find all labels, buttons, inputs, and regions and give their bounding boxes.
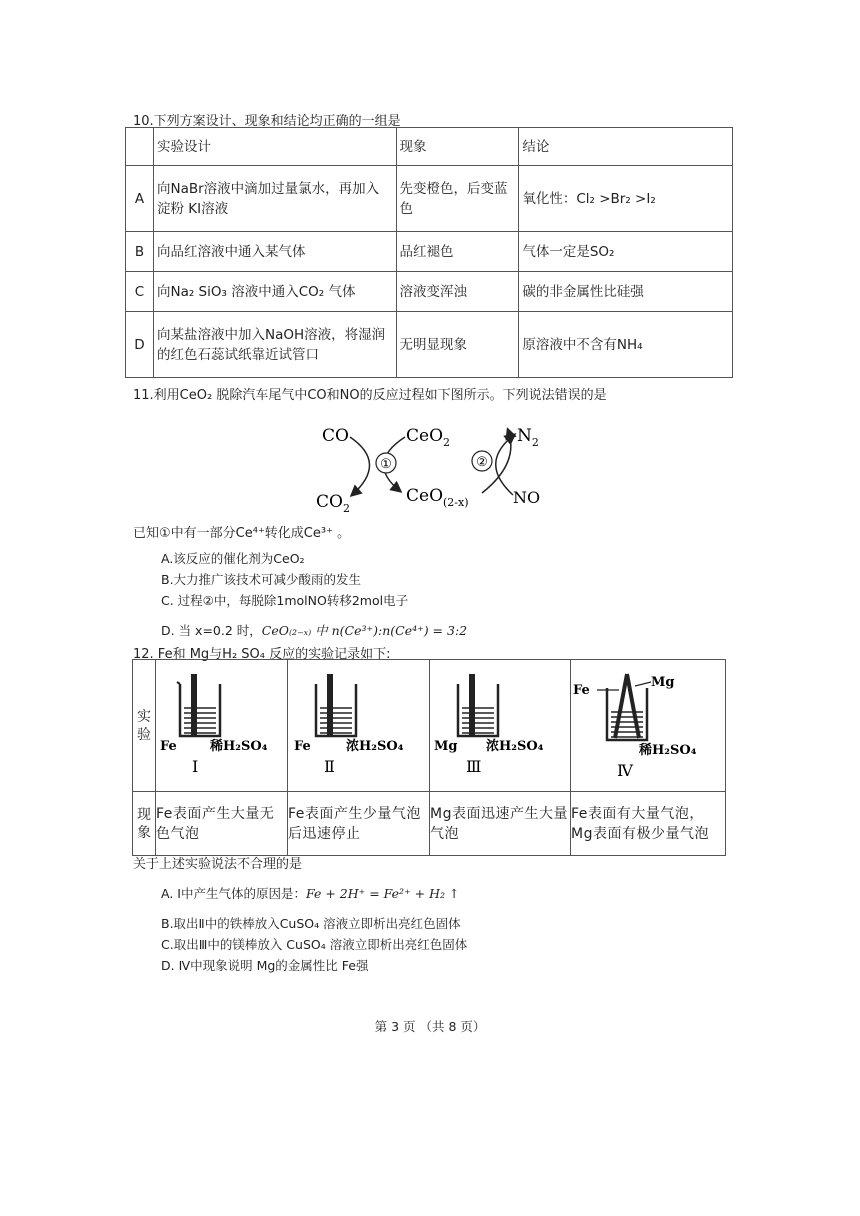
row-label: D	[126, 312, 154, 378]
q11-option-c: C. 过程②中，每脱除1molNO转移2mol电子	[161, 593, 409, 608]
no-label: NO	[513, 488, 541, 507]
q12-table	[132, 659, 726, 856]
q10-header-row	[126, 128, 733, 166]
q10-header-conclusion: 结论	[519, 128, 733, 166]
q10-table	[125, 127, 733, 378]
q10-header-blank	[126, 128, 154, 166]
svg-text:Ⅰ: Ⅰ	[192, 757, 199, 776]
design-cell: 向品红溶液中通入某气体	[153, 232, 396, 272]
q11-cycle-diagram	[310, 415, 550, 515]
q12-option-a-formula: Fe + 2H⁺ = Fe²⁺ + H₂ ↑	[305, 886, 460, 901]
beaker-diagram-4	[571, 660, 725, 785]
q12-option-d: D. Ⅳ中现象说明 Mg的金属性比 Fe强	[161, 958, 369, 973]
svg-text:CO2: $CO_2$	[316, 492, 350, 515]
experiment-cell-3	[430, 660, 571, 792]
q12-label-observation: 现象	[133, 792, 156, 856]
design-cell: 向Na₂ SiO₃ 溶液中通入CO₂ 气体	[153, 272, 396, 312]
q10-header-design: 实验设计	[153, 128, 396, 166]
row-label: B	[126, 232, 154, 272]
q12-label-experiment: 实验	[133, 660, 156, 792]
conclusion-cell: 气体一定是SO₂	[519, 232, 733, 272]
svg-text:Ⅱ: Ⅱ	[324, 757, 335, 776]
n2-label	[517, 426, 539, 449]
arc-co-to-co2	[350, 437, 370, 495]
svg-text:Fe: Fe	[160, 739, 177, 754]
co-label: CO	[322, 426, 349, 446]
observation-cell: Fe表面产生少量气泡后迅速停止	[288, 792, 430, 856]
step2-label: ②	[476, 455, 488, 470]
svg-text:Ⅳ: Ⅳ	[617, 761, 633, 780]
q10-stem: 10.下列方案设计、现象和结论均正确的一组是	[133, 114, 401, 129]
experiment-cell-4	[571, 660, 726, 792]
metal-rod	[327, 674, 333, 736]
svg-text:Mg: Mg	[651, 675, 675, 690]
phenomenon-cell: 先变橙色，后变蓝色	[396, 166, 519, 232]
experiment-cell-2	[288, 660, 430, 792]
row-label: C	[126, 272, 154, 312]
q11-option-d-formula: CeO₍₂₋ₓ₎ 中 n(Ce³⁺):n(Ce⁴⁺) = 3:2	[261, 623, 468, 638]
svg-text:CeO(2-x): CeO$_{(2-x)}$	[406, 486, 469, 509]
observation-cell: Fe表面产生大量无色气泡	[156, 792, 288, 856]
svg-text:Ⅲ: Ⅲ	[466, 757, 482, 776]
q10-header-phenomenon: 现象	[396, 128, 519, 166]
q12-option-b: B.取出Ⅱ中的铁棒放入CuSO₄ 溶液立即析出亮红色固体	[161, 916, 461, 931]
q12-observation-row	[133, 792, 726, 856]
svg-text:Mg: Mg	[434, 739, 458, 754]
ceo2-label	[406, 426, 450, 449]
q11-note: 已知①中有一部分Ce⁴⁺转化成Ce³⁺ 。	[133, 526, 351, 541]
phenomenon-cell: 品红褪色	[396, 232, 519, 272]
svg-text:浓H₂SO₄: 浓H₂SO₄	[486, 739, 544, 754]
svg-text:Fe: Fe	[573, 683, 590, 698]
step1-label: ①	[380, 457, 392, 472]
q11-option-d-prefix: D. 当 x=0.2 时，	[161, 623, 262, 638]
q10-row-c	[126, 272, 733, 312]
page-footer: 第 3 页 （共 8 页）	[374, 1019, 486, 1034]
conclusion-cell: 碳的非金属性比硅强	[519, 272, 733, 312]
phenomenon-cell: 溶液变浑浊	[396, 272, 519, 312]
svg-text:稀H₂SO₄: 稀H₂SO₄	[639, 743, 697, 758]
q12-option-a	[161, 884, 459, 902]
design-cell: 向某盐溶液中加入NaOH溶液，将湿润的红色石蕊试纸靠近试管口	[153, 312, 396, 378]
q10-row-d	[126, 312, 733, 378]
svg-text:N2: $N_2$	[517, 426, 539, 449]
q11-option-a: A.该反应的催化剂为CeO₂	[161, 551, 305, 566]
co2-label	[316, 492, 350, 515]
q11-option-b: B.大力推广该技术可减少酸雨的发生	[161, 572, 362, 587]
q11-stem: 11.利用CeO₂ 脱除汽车尾气中CO和NO的反应过程如下图所示。下列说法错误的是	[133, 388, 607, 403]
conclusion-cell: 原溶液中不含有NH₄	[519, 312, 733, 378]
metal-rod	[191, 674, 197, 736]
beaker-diagram-2	[288, 660, 429, 785]
q12-stem: 12. Fe和 Mg与H₂ SO₄ 反应的实验记录如下:	[133, 647, 391, 662]
row-label: A	[126, 166, 154, 232]
observation-cell: Fe表面有大量气泡，Mg表面有极少量气泡	[571, 792, 726, 856]
svg-text:CeO2: CeO$_2$	[406, 426, 451, 449]
ceo2x-label	[406, 486, 469, 509]
svg-text:稀H₂SO₄: 稀H₂SO₄	[210, 739, 268, 754]
design-cell: 向NaBr溶液中滴加过量氯水，再加入淀粉 KI溶液	[153, 166, 396, 232]
conclusion-cell: 氧化性：Cl₂ >Br₂ >I₂	[519, 166, 733, 232]
q12-subquestion: 关于上述实验说法不合理的是	[133, 857, 303, 872]
experiment-cell-1	[156, 660, 288, 792]
beaker-diagram-3	[430, 660, 570, 785]
metal-rod	[469, 674, 475, 736]
q12-option-c: C.取出Ⅲ中的镁棒放入 CuSO₄ 溶液立即析出亮红色固体	[161, 937, 468, 952]
q12-option-a-prefix: A. Ⅰ中产生气体的原因是：	[161, 886, 306, 901]
q12-experiment-row	[133, 660, 726, 792]
observation-cell: Mg表面迅速产生大量气泡	[430, 792, 571, 856]
svg-text:Fe: Fe	[294, 739, 311, 754]
q10-row-a	[126, 166, 733, 232]
q10-row-b	[126, 232, 733, 272]
beaker-diagram-1	[156, 660, 287, 785]
svg-text:浓H₂SO₄: 浓H₂SO₄	[346, 739, 404, 754]
phenomenon-cell: 无明显现象	[396, 312, 519, 378]
q11-option-d	[161, 621, 467, 639]
